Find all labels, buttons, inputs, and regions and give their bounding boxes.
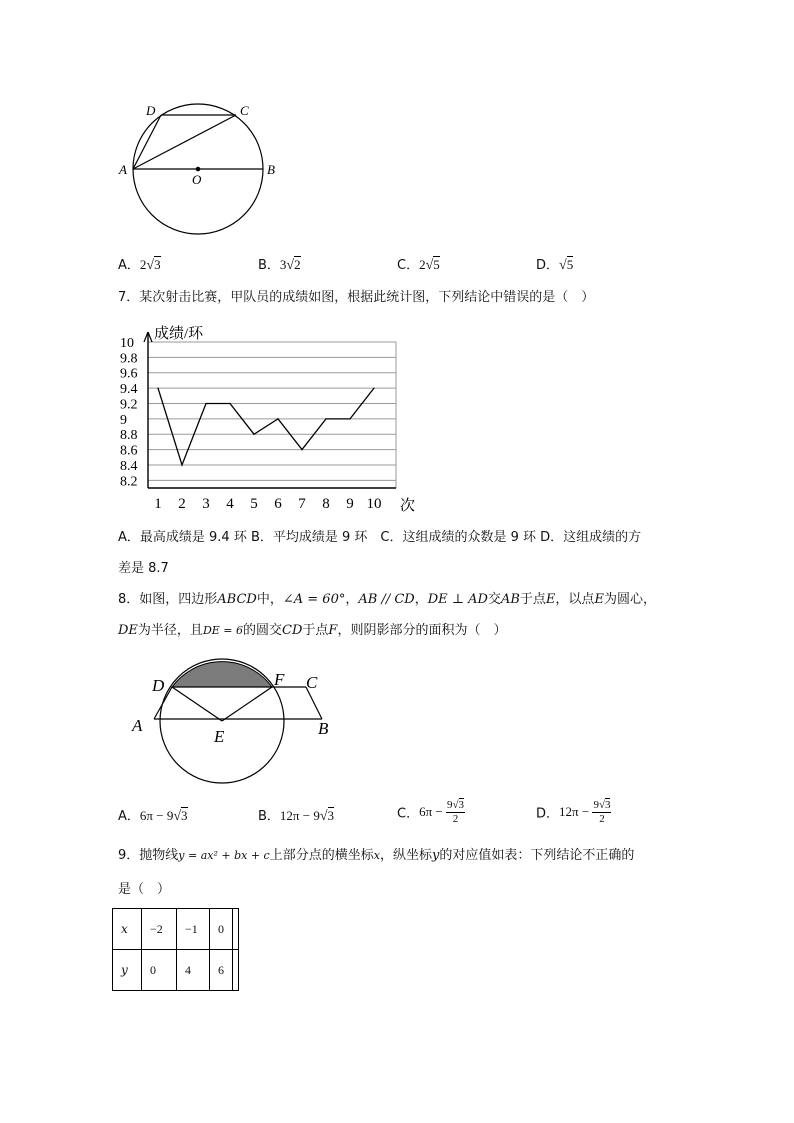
q8-option-b: B．12π − 9√3 (258, 808, 335, 824)
q7-line-chart (112, 318, 422, 518)
q8-label-b: B (318, 719, 329, 738)
x-tick-label: 2 (178, 496, 186, 512)
q8-stem-line1: 8．如图，四边形ABCD中，∠A = 60°，AB // CD，DE ⊥ AD交AB于点E，以点E为圆心， (118, 592, 656, 607)
q9-stem-line1: 9．抛物线y = ax² + bx + c上部分点的横坐标x，纵坐标y的对应值如表：下列结论不正确的 (118, 848, 635, 863)
q6-option-c: C．2√5 (397, 257, 440, 273)
x-tick-label: 1 (154, 496, 162, 512)
q6-label-d: D (146, 103, 156, 118)
score-series-line (158, 388, 374, 465)
table-cell: 0 (142, 950, 177, 991)
q8-option-d: D．12π − $\frac{9√3}{2}$ (536, 799, 611, 825)
table-cell (233, 909, 239, 950)
y-axis-title: 成绩/环 (154, 326, 204, 342)
y-tick-label: 8.2 (120, 474, 138, 490)
q6-label-a: A (119, 162, 127, 177)
q9-stem-line2: 是（ ） (118, 882, 171, 897)
q8-stem-line2: DE为半径，且DE = 6的圆交CD于点F，则阴影部分的面积为（ ） (118, 623, 507, 638)
q8-figure (126, 652, 346, 787)
data-point (205, 403, 206, 404)
y-tick-label: 10 (120, 336, 134, 351)
data-point (229, 403, 230, 404)
q8-shaded-segment (172, 662, 272, 687)
q8-option-c: C．6π − $\frac{9√3}{2}$ (397, 799, 465, 825)
q6-chord-ac (133, 115, 236, 169)
y-tick-label: 8.6 (120, 443, 138, 459)
y-tick-label: 9.4 (120, 382, 138, 398)
q7-stem: 7．某次射击比赛，甲队员的成绩如图，根据此统计图，下列结论中错误的是（ ） (118, 290, 595, 305)
x-tick-label: 7 (298, 496, 306, 512)
q8-label-d: D (152, 676, 165, 695)
q8-label-e: E (214, 727, 225, 746)
x-tick-label: 4 (226, 496, 234, 512)
q6-figure (112, 96, 282, 241)
q6-label-o: O (192, 172, 202, 187)
q8-segment-ef (222, 687, 272, 721)
q7-options-line1: A．最高成绩是 9.4 环 B．平均成绩是 9 环 C．这组成绩的众数是 9 环 D．这组成绩的方 (118, 530, 642, 545)
x-tick-label: 9 (346, 496, 354, 512)
data-point (301, 449, 302, 450)
y-tick-label: 9.8 (120, 351, 138, 367)
data-point (277, 418, 278, 419)
data-point (373, 388, 374, 389)
x-tick-label: 5 (250, 496, 258, 512)
q8-segment-de (172, 687, 222, 721)
q8-label-f: F (274, 670, 285, 689)
table-cell: −1 (177, 909, 210, 950)
data-point (349, 418, 350, 419)
table-cell: x (113, 909, 142, 950)
x-tick-label: 3 (202, 496, 210, 512)
q6-chord-ad (133, 115, 161, 169)
q8-label-c: C (306, 673, 318, 692)
table-cell: 0 (210, 909, 233, 950)
q8-option-a: A．6π − 9√3 (118, 808, 188, 824)
q7-options-line2: 差是 8.7 (118, 561, 169, 576)
q6-option-a: A．2√3 (118, 257, 161, 273)
y-tick-label: 8.4 (120, 458, 138, 474)
y-tick-label: 9 (120, 412, 127, 428)
q6-label-b: B (267, 162, 275, 177)
q6-option-d: D．√5 (536, 257, 574, 273)
y-tick-label: 9.6 (120, 366, 138, 382)
data-point (157, 388, 158, 389)
q6-label-c: C (240, 103, 249, 118)
data-point (253, 434, 254, 435)
q6-center-dot (196, 167, 201, 172)
table-cell: −2 (142, 909, 177, 950)
data-point (181, 464, 182, 465)
y-tick-label: 9.2 (120, 397, 138, 413)
x-axis-title: 次 (400, 498, 416, 514)
table-cell (233, 950, 239, 991)
y-tick-label: 8.8 (120, 428, 138, 444)
q9-value-table (112, 908, 239, 991)
table-cell: 6 (210, 950, 233, 991)
x-tick-label: 8 (322, 496, 330, 512)
table-cell: y (113, 950, 142, 991)
q8-label-a: A (132, 716, 143, 735)
table-cell: 4 (177, 950, 210, 991)
table-row-x (113, 909, 239, 950)
table-row-y (113, 950, 239, 991)
x-tick-label: 10 (366, 496, 382, 512)
q6-option-b: B．3√2 (258, 257, 301, 273)
x-tick-label: 6 (274, 496, 282, 512)
data-point (325, 418, 326, 419)
